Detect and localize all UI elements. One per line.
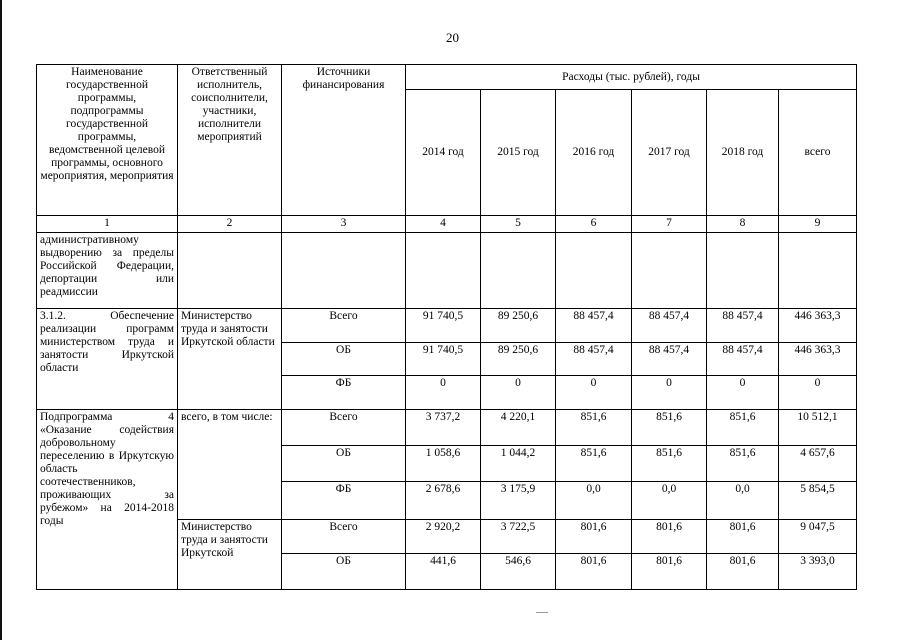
table-row [37, 410, 857, 446]
value-cell: 441,6 [406, 554, 481, 590]
index-cell: 3 [282, 216, 406, 233]
value-cell: 89 250,6 [481, 343, 556, 376]
source-cell: Всего [282, 520, 406, 554]
value-cell: 851,6 [632, 446, 707, 482]
value-cell: 0 [779, 376, 857, 410]
value-cell: 3 393,0 [779, 554, 857, 590]
value-cell: 5 854,5 [779, 482, 857, 520]
header-year-2018: 2018 год [707, 90, 779, 216]
header-source-col: Источники финансирования [282, 65, 406, 216]
value-cell: 3 175,9 [481, 482, 556, 520]
value-cell: 801,6 [632, 520, 707, 554]
index-cell: 7 [632, 216, 707, 233]
value-cell: 3 737,2 [406, 410, 481, 446]
value-cell: 851,6 [707, 446, 779, 482]
value-cell: 89 250,6 [481, 309, 556, 343]
value-cell: 0,0 [632, 482, 707, 520]
source-cell: ФБ [282, 482, 406, 520]
index-cell: 9 [779, 216, 857, 233]
continuation-name: административному выдворению за пределы Российской Федерации, депортации или реадмиссии [37, 233, 178, 309]
value-cell: 0 [406, 376, 481, 410]
value-cell: 88 457,4 [632, 309, 707, 343]
value-cell: 851,6 [556, 446, 632, 482]
index-cell: 2 [178, 216, 282, 233]
value-cell: 4 220,1 [481, 410, 556, 446]
value-cell: 88 457,4 [632, 343, 707, 376]
value-cell: 0 [632, 376, 707, 410]
source-cell: ОБ [282, 554, 406, 590]
continuation-row [37, 233, 857, 309]
header-name-col: Наименование государственной программы, подпрограммы государственной программы, ведомственной целевой программы, основного мероприятия, мероприятия [37, 65, 178, 216]
value-cell: 801,6 [707, 520, 779, 554]
value-cell: 0 [707, 376, 779, 410]
value-cell: 88 457,4 [707, 343, 779, 376]
value-cell: 2 920,2 [406, 520, 481, 554]
value-cell: 801,6 [632, 554, 707, 590]
value-cell: 0,0 [707, 482, 779, 520]
value-cell: 0,0 [556, 482, 632, 520]
value-cell: 9 047,5 [779, 520, 857, 554]
index-cell: 1 [37, 216, 178, 233]
subprogram-4-name: Подпрограмма 4 «Оказание содействия добровольному переселению в Иркутскую область соотечественников, проживающих за рубежом» на 2014-2018 годы [37, 410, 178, 590]
subprogram-4-responsible-ministry: Министерство труда и занятости Иркутской [178, 520, 282, 590]
value-cell: 851,6 [556, 410, 632, 446]
value-cell: 546,6 [481, 554, 556, 590]
header-total: всего [779, 90, 857, 216]
value-cell: 2 678,6 [406, 482, 481, 520]
value-cell: 801,6 [707, 554, 779, 590]
value-cell: 10 512,1 [779, 410, 857, 446]
source-cell: ФБ [282, 376, 406, 410]
header-year-2016: 2016 год [556, 90, 632, 216]
header-year-2014: 2014 год [406, 90, 481, 216]
page-number: 20 [446, 30, 459, 45]
value-cell: 4 657,6 [779, 446, 857, 482]
header-expenses-group: Расходы (тыс. рублей), годы [406, 65, 857, 90]
value-cell: 3 722,5 [481, 520, 556, 554]
header-year-2015: 2015 год [481, 90, 556, 216]
value-cell: 446 363,3 [779, 343, 857, 376]
index-cell: 5 [481, 216, 556, 233]
activity-3-1-2-name: 3.1.2. Обеспечение реализации программ министерством труда и занятости Иркутской области [37, 309, 178, 410]
value-cell: 801,6 [556, 520, 632, 554]
index-cell: 8 [707, 216, 779, 233]
subprogram-4-responsible-total: всего, в том числе: [178, 410, 282, 520]
value-cell: 91 740,5 [406, 343, 481, 376]
value-cell: 0 [481, 376, 556, 410]
value-cell: 88 457,4 [556, 309, 632, 343]
source-cell: ОБ [282, 343, 406, 376]
value-cell: 1 058,6 [406, 446, 481, 482]
column-index-row [37, 216, 857, 233]
header-responsible-col: Ответственный исполнитель, соисполнители, участники, исполнители мероприятий [178, 65, 282, 216]
value-cell: 851,6 [632, 410, 707, 446]
scan-mark [536, 612, 548, 613]
source-cell: Всего [282, 309, 406, 343]
header-year-2017: 2017 год [632, 90, 707, 216]
source-cell: ОБ [282, 446, 406, 482]
index-cell: 4 [406, 216, 481, 233]
value-cell: 1 044,2 [481, 446, 556, 482]
value-cell: 0 [556, 376, 632, 410]
value-cell: 88 457,4 [707, 309, 779, 343]
index-cell: 6 [556, 216, 632, 233]
value-cell: 851,6 [707, 410, 779, 446]
value-cell: 801,6 [556, 554, 632, 590]
value-cell: 446 363,3 [779, 309, 857, 343]
budget-table [36, 64, 857, 590]
page-edge-bar [0, 0, 2, 640]
table-row [37, 309, 857, 343]
activity-3-1-2-responsible: Министерство труда и занятости Иркутской области [178, 309, 282, 410]
value-cell: 88 457,4 [556, 343, 632, 376]
source-cell: Всего [282, 410, 406, 446]
value-cell: 91 740,5 [406, 309, 481, 343]
